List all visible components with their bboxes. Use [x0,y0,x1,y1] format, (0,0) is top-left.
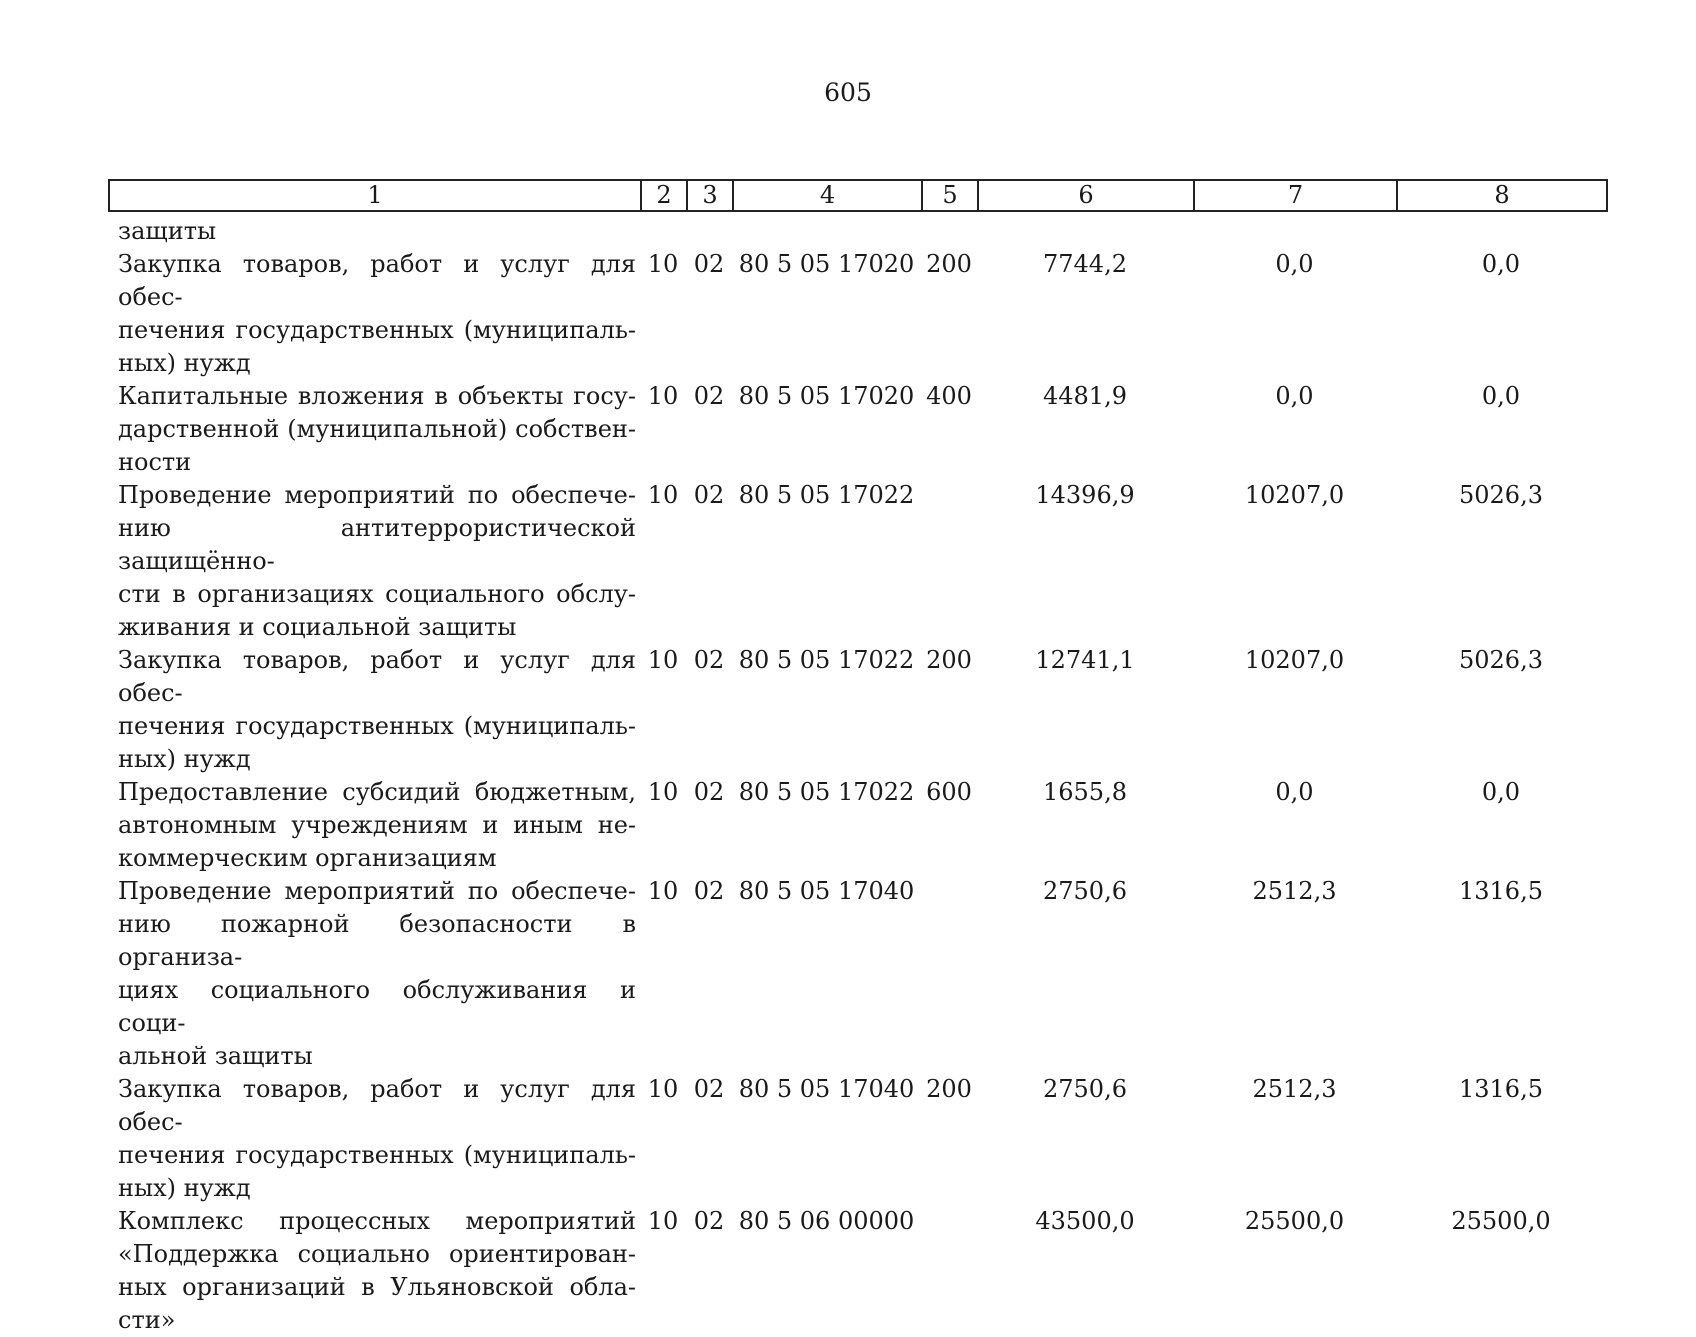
column-header-8: 8 [1397,180,1607,211]
row-name-line: нию антитеррористической защищённо- [118,514,636,575]
row-name-line: Проведение мероприятий по обеспече- [118,481,636,509]
row-name-line: печения государственных (муниципаль- [118,1141,636,1169]
row-col-7: 10207,0 [1244,646,1345,674]
row-col-3: 02 [693,250,725,278]
row-col-4: 80 5 05 17022 [738,778,915,806]
row-col-3: 02 [693,1075,725,1103]
row-name-line: Проведение мероприятий по обеспече- [118,877,636,905]
row-name-line: ных) нужд [118,745,251,773]
row-col-3: 02 [693,382,725,410]
row-name [108,644,640,776]
continuation-text: защиты [118,217,217,245]
row-name-line: Комплекс процессных мероприятий [118,1207,636,1235]
row-col-2: 10 [647,646,679,674]
column-header-table [108,179,1608,212]
row-name-line: циях социального обслуживания и соци- [118,976,636,1037]
row-col-2: 10 [647,877,679,905]
row-name-line: ных организаций в Ульяновской обла- [118,1273,636,1301]
row-name-line: автономным учреждениям и иным не- [118,811,636,839]
row-name-line: сти в организациях социального обслу- [118,580,636,608]
row-col-2: 10 [647,778,679,806]
row-col-2: 10 [647,250,679,278]
row-col-4: 80 5 05 17022 [738,646,915,674]
row-col-5: 200 [926,1075,972,1103]
row-name [108,776,640,875]
column-header-2: 2 [641,180,687,211]
row-name [108,1073,640,1205]
table-body [108,215,1606,1337]
table-row [108,380,1606,479]
row-name-line: печения государственных (муниципаль- [118,316,636,344]
table-row [108,776,1606,875]
row-name-line: нию пожарной безопасности в организа- [118,910,636,971]
column-header-3: 3 [687,180,733,211]
row-name-line: Капитальные вложения в объекты госу- [118,382,636,410]
row-col-2: 10 [647,1207,679,1235]
row-name-line: ных) нужд [118,349,251,377]
row-name-line: Предоставление субсидий бюджетным, [118,778,636,806]
row-name [108,248,640,380]
row-col-8: 5026,3 [1459,481,1543,509]
row-col-2: 10 [647,481,679,509]
row-name-line: ных) нужд [118,1174,251,1202]
table-row [108,479,1606,644]
row-name [108,875,640,1073]
row-col-2: 10 [647,382,679,410]
row-name [108,380,640,479]
column-header-1: 1 [109,180,641,211]
row-col-7: 2512,3 [1252,1075,1337,1103]
row-name-line: коммерческим организациям [118,844,497,872]
row-col-6: 4481,9 [1043,382,1127,410]
row-col-7: 0,0 [1275,778,1314,806]
row-col-4: 80 5 05 17020 [738,250,915,278]
row-col-4: 80 5 06 00000 [738,1207,915,1235]
table-row [108,1073,1606,1205]
row-name-line: Закупка товаров, работ и услуг для обес- [118,1075,636,1136]
row-name [108,479,640,644]
table-row [108,644,1606,776]
row-name-line: сти» [118,1306,176,1334]
row-col-8: 0,0 [1481,778,1521,806]
row-col-4: 80 5 05 17022 [738,481,915,509]
row-col-8: 25500,0 [1451,1207,1551,1235]
row-col-6: 2750,6 [1043,1075,1127,1103]
row-name-line: печения государственных (муниципаль- [118,712,636,740]
table-row [108,248,1606,380]
row-name-line: живания и социальной защиты [118,613,517,641]
row-col-4: 80 5 05 17020 [738,382,915,410]
row-col-5: 200 [926,250,972,278]
column-header-row [109,180,1607,211]
row-col-5: 400 [926,382,972,410]
row-col-6: 2750,6 [1043,877,1127,905]
row-col-7: 0,0 [1275,382,1314,410]
row-col-8: 1316,5 [1459,877,1543,905]
row-col-8: 0,0 [1481,382,1521,410]
row-col-3: 02 [693,778,725,806]
row-col-7: 10207,0 [1244,481,1345,509]
table-row [108,1205,1606,1337]
row-col-3: 02 [693,646,725,674]
row-col-8: 0,0 [1481,250,1521,278]
row-col-5: 200 [926,646,972,674]
row-col-3: 02 [693,1207,725,1235]
table-rows [108,248,1606,1337]
row-col-6: 14396,9 [1035,481,1135,509]
row-name-line: «Поддержка социально ориентирован- [118,1240,636,1268]
row-col-3: 02 [693,877,725,905]
row-col-3: 02 [693,481,725,509]
continuation-row [108,215,1606,248]
row-name-line: ности [118,448,192,476]
row-col-4: 80 5 05 17040 [738,1075,915,1103]
row-col-7: 2512,3 [1252,877,1337,905]
row-name-line: альной защиты [118,1042,313,1070]
table-row [108,875,1606,1073]
row-col-8: 1316,5 [1459,1075,1543,1103]
row-col-2: 10 [647,1075,679,1103]
row-name-line: Закупка товаров, работ и услуг для обес- [118,646,636,707]
row-name [108,1205,640,1337]
row-col-6: 12741,1 [1035,646,1135,674]
column-header-4: 4 [733,180,922,211]
column-header-7: 7 [1194,180,1397,211]
row-col-7: 0,0 [1275,250,1314,278]
row-col-6: 7744,2 [1043,250,1127,278]
row-col-6: 1655,8 [1043,778,1127,806]
row-col-7: 25500,0 [1244,1207,1345,1235]
page-number: 605 [824,78,872,107]
row-col-6: 43500,0 [1035,1207,1135,1235]
row-col-8: 5026,3 [1459,646,1543,674]
row-col-5: 600 [926,778,972,806]
column-header-5: 5 [922,180,978,211]
row-name-line: дарственной (муниципальной) собствен- [118,415,636,443]
row-col-4: 80 5 05 17040 [738,877,915,905]
row-name-line: Закупка товаров, работ и услуг для обес- [118,250,636,311]
column-header-6: 6 [978,180,1194,211]
